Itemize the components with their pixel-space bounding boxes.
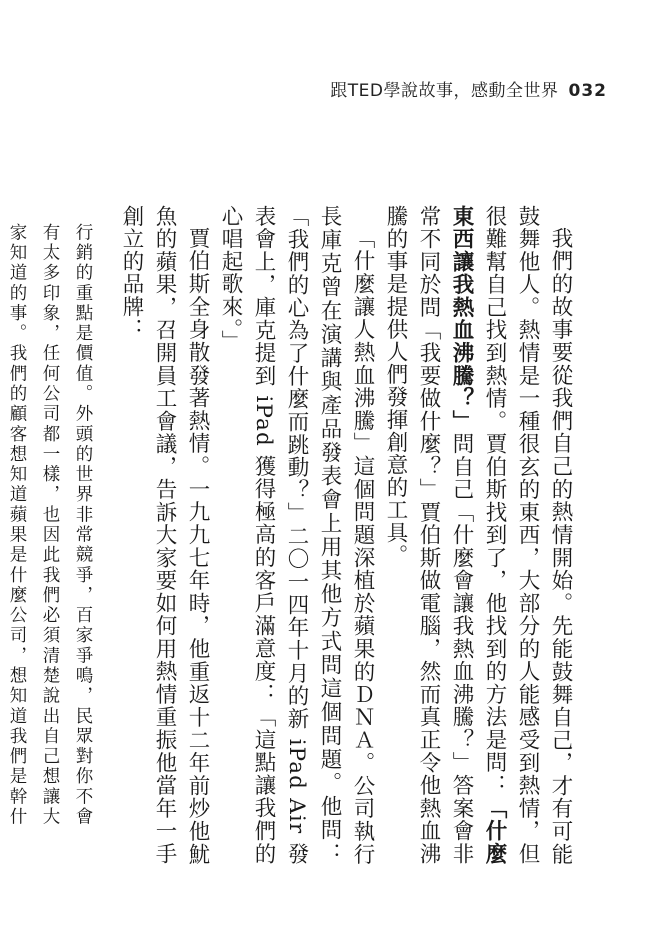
paragraph-2: 「什麼讓人熱血沸騰」這個問題深植於蘋果的ＤＮＡ。公司執行長庫克曾在演講與產品發表會上用其他方式問這個問題。他問：「我們的心為了什麼而跳動？」二〇一四年十月的新 iPad Air 發表會上，庫克提到 iPad 獲得極高的客戶滿意度：「這點讓我們的心唱起歌來。」: [218, 205, 375, 865]
paragraph-1: [379, 205, 577, 865]
body-text: [0, 205, 577, 865]
paragraph-1-end: 問自己「什麼會讓我熱血沸騰？」答案會非常不同於問「我要做什麼？」賈伯斯做電腦，然而真正令他熱血沸騰的事是提供人們發揮創意的工具。: [383, 205, 474, 865]
key-question: 「什麼東西讓我熱血沸騰？」: [449, 205, 507, 865]
block-quote: 行銷的重點是價值。外頭的世界非常競爭，百家爭鳴，民眾對你不會有太多印象，任何公司都一樣，也因此我們必須清楚說出自己想讓大家知道的事。我們的顧客想知道蘋果是什麼公司，想知道我們是幹什: [7, 222, 93, 827]
book-title: 跟TED學說故事，感動全世界: [330, 81, 559, 101]
paragraph-3: 賈伯斯全身散發著熱情。一九九七年時，他重返十二年前炒他魷魚的蘋果，召開員工會議，告訴大家要如何用熱情重振他當年一手創立的品牌：: [119, 205, 210, 865]
page-number: 032: [568, 81, 607, 101]
paragraph-1-text: 我們的故事要從我們自己的熱情開始。先能鼓舞自己，才有可能鼓舞他人。熱情是一種很玄的東西，大部分的人能感受到熱情，但很難幫自己找到熱情。賈伯斯找到了，他找到的方法是問：: [482, 205, 573, 865]
running-header: [330, 76, 607, 101]
